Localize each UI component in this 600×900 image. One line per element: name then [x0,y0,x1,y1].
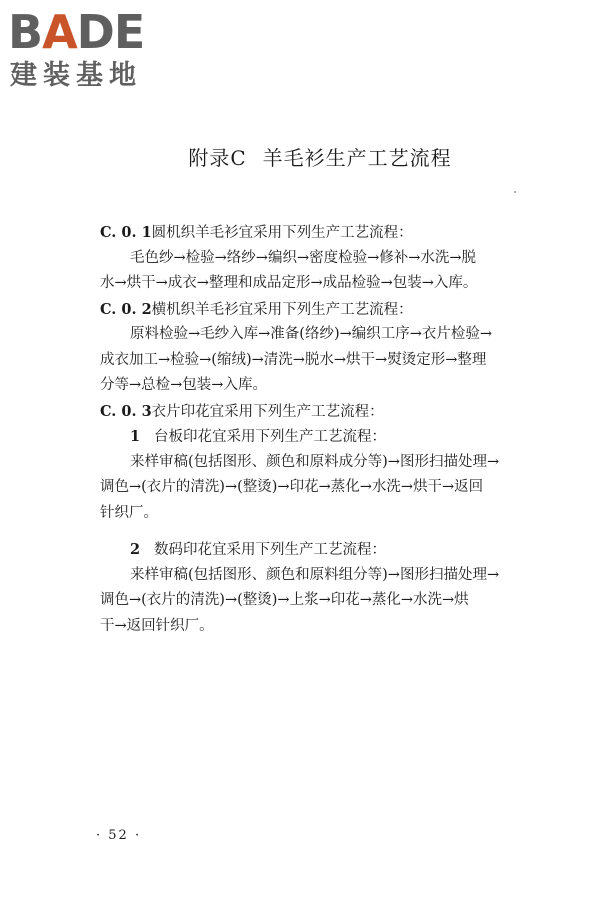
section-c01-heading-line [100,220,548,246]
section-number: C. 0. 3 [100,402,152,420]
logo-letter-a: A [42,5,77,59]
appendix-title-text: 羊毛衫生产工艺流程 [262,146,452,170]
item-2-heading-line [100,537,548,563]
logo-letters-de: DE [76,5,145,59]
section-heading: 衣片印花宜采用下列生产工艺流程： [151,403,384,420]
item-2-line-2: 调色→(衣片的清洗)→(整烫)→上浆→印花→蒸化→水洗→烘 [100,592,469,608]
item-number: 2 [130,541,141,558]
item-1-heading-line [100,424,548,450]
appendix-label: 附录C [188,146,247,170]
section-c02-line-1: 原料检验→毛纱入库→准备(络纱)→编织工序→衣片检验→ [130,326,493,342]
section-c03-heading-line [100,399,548,425]
bade-logo [8,6,178,96]
section-c01-line-2: 水→烘干→成衣→整理和成品定形→成品检验→包装→入库。 [100,275,478,291]
item-number: 1 [130,428,141,445]
section-heading: 横机织羊毛衫宜采用下列生产工艺流程： [151,301,413,318]
item-2-line-1: 来样审稿(包括图形、颜色和原料组分等)→图形扫描处理→ [130,566,500,583]
section-number: C. 0. 2 [100,300,152,318]
appendix-title [0,144,600,172]
scan-speck [514,191,516,193]
section-c01-line-1: 毛色纱→检验→络纱→编织→密度检验→修补→水洗→脱 [130,249,477,266]
item-1-line-2: 调色→(衣片的清洗)→(整烫)→印花→蒸化→水洗→烘干→返回 [100,479,484,495]
item-1-line-3: 针织厂。 [100,504,158,521]
item-2-line-3: 干→返回针织厂。 [100,617,214,634]
page-number: · 52 · [96,828,142,843]
logo-letter-b: B [8,5,43,59]
section-number: C. 0. 1 [100,224,152,241]
section-heading: 圆机织羊毛衫宜采用下列生产工艺流程： [151,225,413,241]
section-c02-line-3: 分等→总检→包装→入库。 [100,377,267,393]
logo-subtitle: 建装基地 [10,60,142,91]
logo-wordmark [8,6,144,58]
document-body [100,220,548,639]
item-heading: 台板印花宜采用下列生产工艺流程： [154,429,386,445]
section-c02-heading-line [100,297,548,323]
item-1-line-1: 来样审稿(包括图形、颜色和原料成分等)→图形扫描处理→ [130,453,500,470]
item-heading: 数码印花宜采用下列生产工艺流程： [154,542,386,558]
section-c02-line-2: 成衣加工→检验→(缩绒)→清洗→脱水→烘干→熨烫定形→整理 [100,351,487,368]
